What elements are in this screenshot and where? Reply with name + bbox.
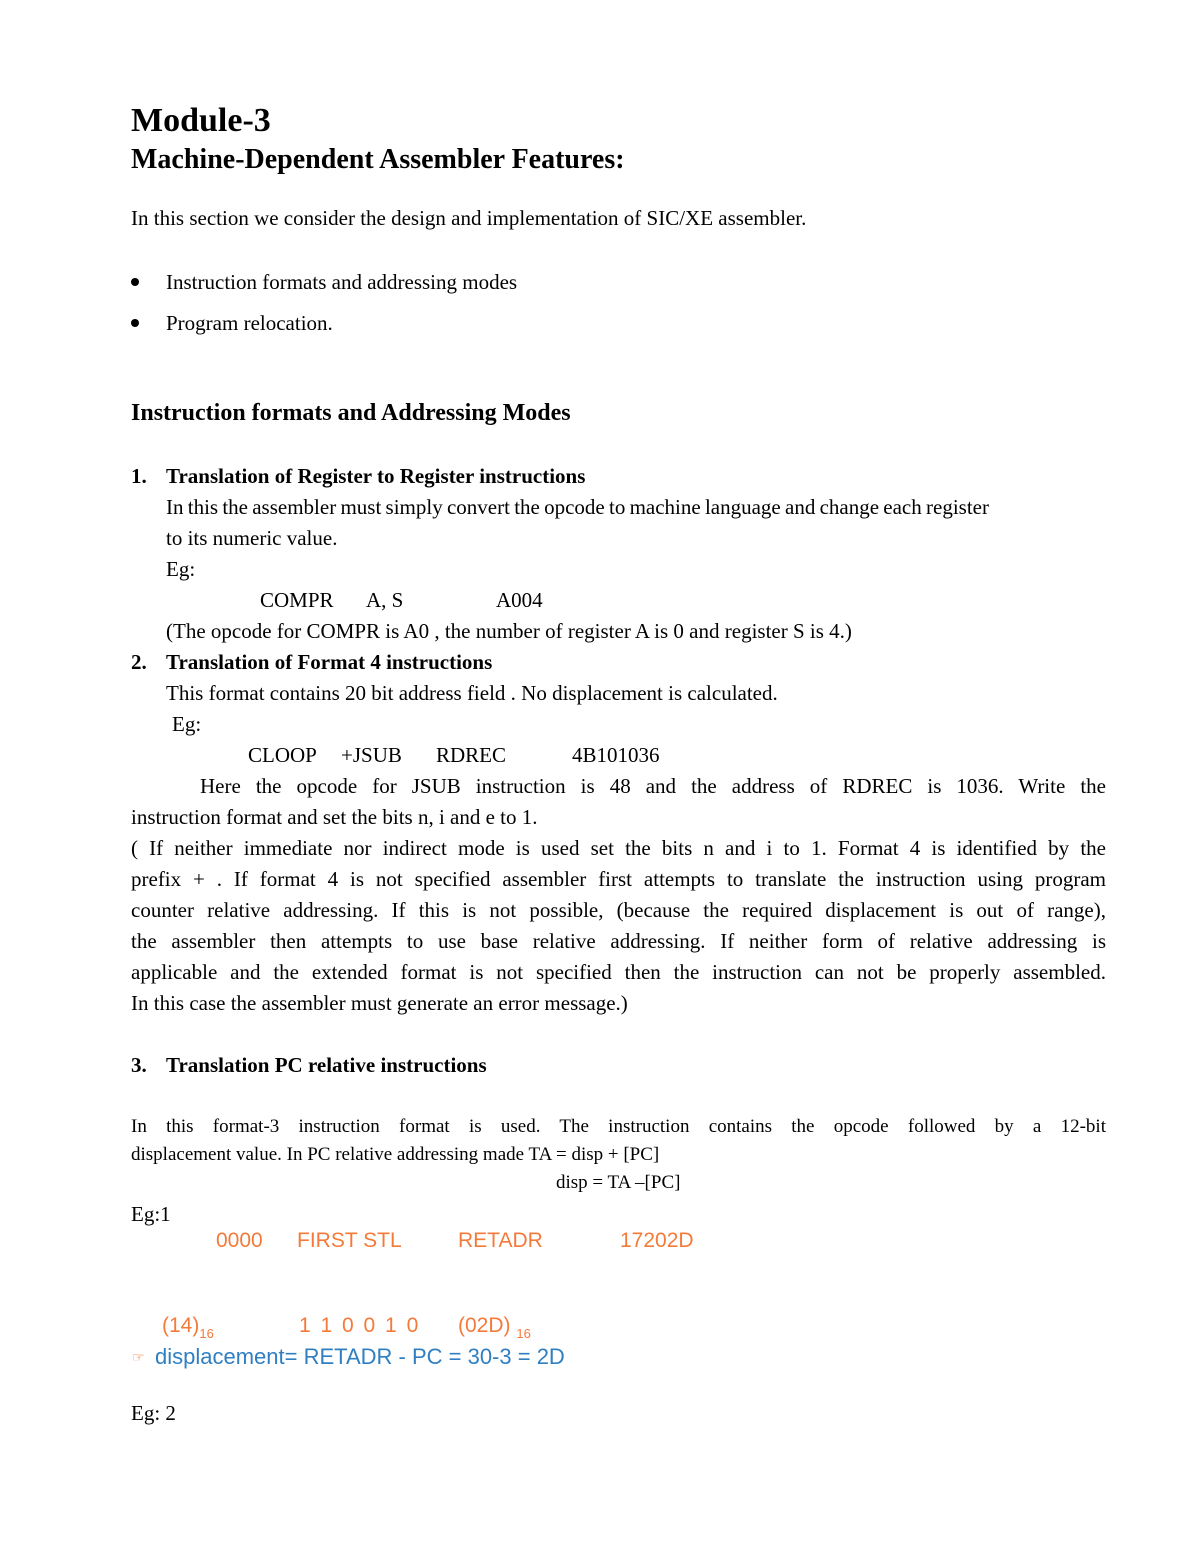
section-title: Instruction formats and Addressing Modes [131,400,571,426]
eg-label: Eg:1 [131,1202,171,1226]
module-title: Module-3 [131,102,271,139]
code-opcode: COMPR [260,588,334,612]
bullet-icon [131,278,139,286]
bullet-item: Instruction formats and addressing modes [166,270,518,294]
item-note: (The opcode for COMPR is A0 , the number of register A is 0 and register S is 4.) [166,619,852,643]
item-heading: Translation of Format 4 instructions [166,650,493,674]
item-text: to its numeric value. [166,526,338,550]
eg-label: Eg: [166,557,196,581]
displacement-formula: displacement= RETADR - PC = 30-3 = 2D [155,1344,565,1369]
formula-line: disp = TA –[PC] [556,1172,681,1193]
item-text: In this the assembler must simply convert the opcode to machine language and change each register [166,495,989,519]
item-heading: Translation of Register to Register instructions [166,464,586,488]
code-opcode: +JSUB [341,743,402,767]
paragraph-line: applicable and the extended format is not specified then the instruction can not be properly assembled. [131,960,1106,984]
bullet-item: Program relocation. [166,311,333,335]
code-object: A004 [496,588,543,612]
eg-label: Eg: [172,712,202,736]
paragraph-line: the assembler then attempts to use base relative addressing. If neither form of relative addressing is [131,929,1106,953]
eg-label: Eg: 2 [131,1401,176,1425]
code-label: CLOOP [248,743,317,767]
page-subtitle: Machine-Dependent Assembler Features: [131,144,625,175]
example-object-code: 17202D [620,1229,694,1252]
paragraph-line: In this format-3 instruction format is used. The instruction contains the opcode followed by a 12-bit [131,1116,1106,1137]
paragraph-line: prefix + . If format 4 is not specified assembler first attempts to translate the instruction using program [131,867,1106,891]
item-number: 2. [131,650,147,674]
paragraph-line: counter relative addressing. If this is not possible, (because the required displacement is out of range), [131,898,1106,922]
example-label-op: FIRST STL [297,1229,402,1252]
bits-flags: 1 1 0 0 1 0 [299,1314,421,1337]
paragraph-line: displacement value. In PC relative addressing made TA = disp + [PC] [131,1144,660,1165]
paragraph-line: instruction format and set the bits n, i and e to 1. [131,805,538,829]
paragraph-line: Here the opcode for JSUB instruction is 48 and the address of RDREC is 1036. Write the [200,774,1106,798]
bits-opcode-hex: $(14)_{16}$ [162,1314,214,1341]
item-text: This format contains 20 bit address field . No displacement is calculated. [166,681,778,705]
paragraph-line: ( If neither immediate nor indirect mode is used set the bits n and i to 1. Format 4 is identified by the [131,836,1106,860]
code-object: 4B101036 [572,743,660,767]
item-number: 3. [131,1053,147,1077]
example-location: 0000 [216,1229,263,1252]
bullet-icon [131,319,139,327]
example-operand: RETADR [458,1229,543,1252]
code-args: A, S [366,588,404,612]
item-heading: Translation PC relative instructions [166,1053,487,1077]
pointing-hand-icon: ☞ [132,1349,145,1365]
paragraph-line: In this case the assembler must generate an error message.) [131,991,628,1015]
code-args: RDREC [436,743,507,767]
bits-displacement-hex: (02D) $_{16}$ [458,1314,531,1341]
intro-text: In this section we consider the design and implementation of SIC/XE assembler. [131,206,807,230]
item-number: 1. [131,464,147,488]
